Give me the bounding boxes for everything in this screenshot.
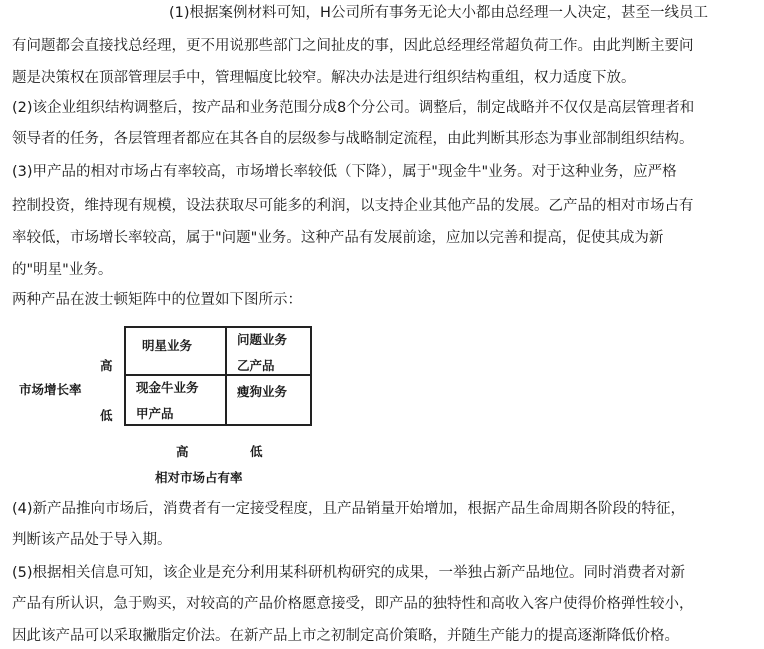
paragraph-3-line-1: (3)甲产品的相对市场占有率较高，市场增长率较低（下降），属于"现金牛"业务。对于这种业务，应严格 xyxy=(12,164,677,180)
cell-star-business: 明星业务 xyxy=(142,338,193,353)
y-axis-low-label: 低 xyxy=(100,408,113,423)
x-axis-low-label: 低 xyxy=(250,444,263,459)
paragraph-5-line-1: (5)根据相关信息可知，该企业是充分利用某科研机构研究的成果，一举独占新产品地位。同时消费者对新 xyxy=(12,565,686,581)
paragraph-1-line-2: 有问题都会直接找总经理，更不用说那些部门之间扯皮的事，因此总经理经常超负荷工作。由此判断主要问 xyxy=(12,38,694,54)
paragraph-2-line-2: 领导者的任务，各层管理者都应在其各自的层级参与战略制定流程，由此判断其形态为事业部制组织结构。 xyxy=(12,131,694,147)
y-axis-high-label: 高 xyxy=(100,358,113,373)
x-axis-high-label: 高 xyxy=(176,444,189,459)
paragraph-1-line-1: (1)根据案例材料可知，H公司所有事务无论大小都由总经理一人决定，甚至一线员工 xyxy=(169,5,708,21)
matrix-horizontal-divider xyxy=(126,374,310,376)
cell-cash-cow-business: 现金牛业务 xyxy=(136,380,199,395)
paragraph-1-line-3: 题是决策权在顶部管理层手中，管理幅度比较窄。解决办法是进行组织结构重组，权力适度下放。 xyxy=(12,70,636,86)
matrix-intro-text: 两种产品在波士顿矩阵中的位置如下图所示： xyxy=(12,292,302,308)
x-axis-title: 相对市场占有率 xyxy=(155,470,243,485)
paragraph-2-line-1: (2)该企业组织结构调整后，按产品和业务范围分成8个分公司。调整后，制定战略并不仅仅是高层管理者和 xyxy=(12,100,695,116)
cell-product-b: 乙产品 xyxy=(237,358,275,373)
paragraph-5-line-3: 因此该产品可以采取撇脂定价法。在新产品上市之初制定高价策略，并随生产能力的提高逐渐降低价格。 xyxy=(12,628,679,644)
cell-question-business: 问题业务 xyxy=(237,332,288,347)
matrix-vertical-divider xyxy=(225,328,227,424)
paragraph-3-line-4: 的"明星"业务。 xyxy=(12,262,113,278)
y-axis-title: 市场增长率 xyxy=(19,382,82,397)
cell-dog-business: 瘦狗业务 xyxy=(237,384,288,399)
paragraph-4-line-2: 判断该产品处于导入期。 xyxy=(12,532,172,548)
paragraph-3-line-2: 控制投资，维持现有规模，设法获取尽可能多的利润，以支持企业其他产品的发展。乙产品的相对市场占有 xyxy=(12,198,694,214)
cell-product-a: 甲产品 xyxy=(136,406,174,421)
bcg-matrix-figure xyxy=(0,318,340,493)
paragraph-4-line-1: (4)新产品推向市场后，消费者有一定接受程度，且产品销量开始增加，根据产品生命周期各阶段的特征， xyxy=(12,501,686,517)
paragraph-5-line-2: 产品有所认识，急于购买，对较高的产品价格愿意接受，即产品的独特性和高收入客户使得价格弹性较小， xyxy=(12,596,694,612)
paragraph-3-line-3: 率较低，市场增长率较高，属于"问题"业务。这种产品有发展前途，应加以完善和提高，促使其成为新 xyxy=(12,230,664,246)
